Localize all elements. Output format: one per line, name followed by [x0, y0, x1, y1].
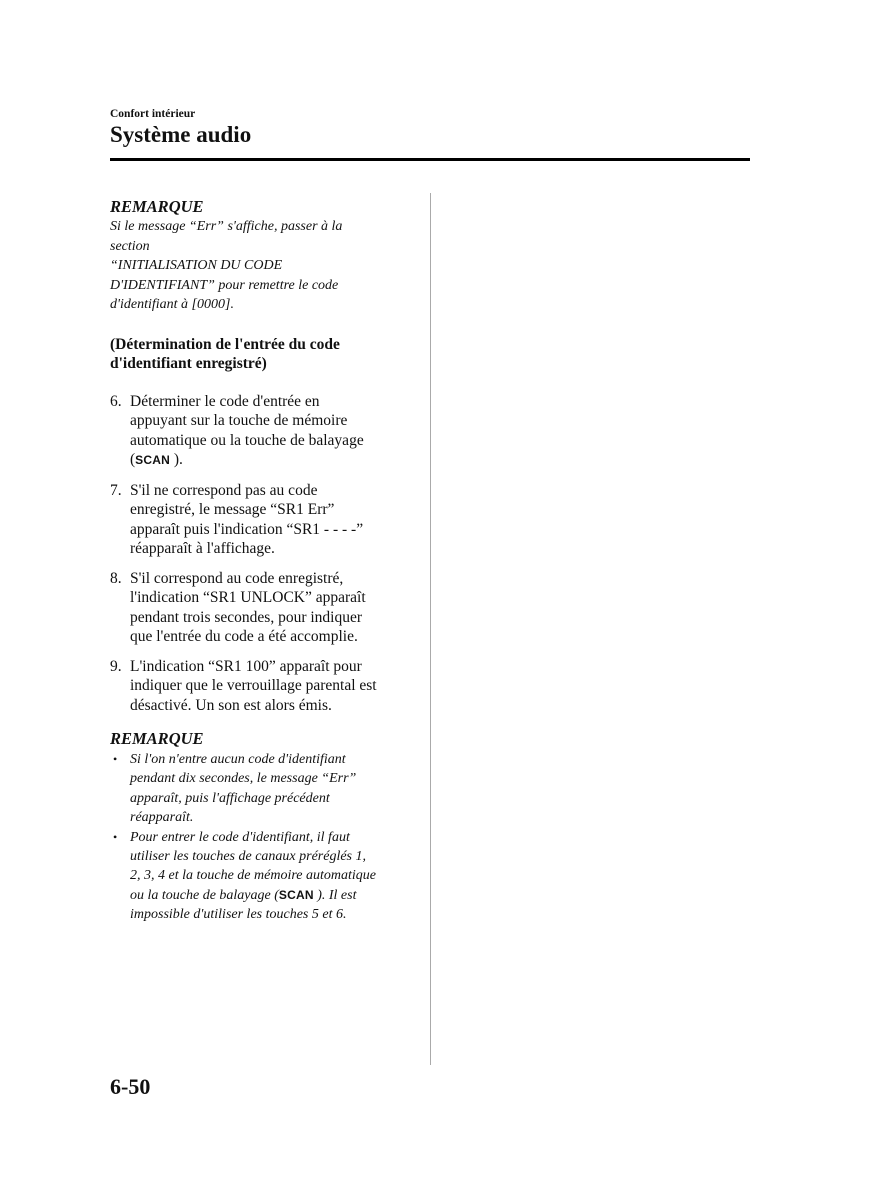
step-line: ). — [169, 451, 183, 468]
step-line: pendant trois secondes, pour indiquer — [130, 608, 363, 626]
bullet-line: 2, 3, 4 et la touche de mémoire automatique — [130, 868, 376, 884]
step-line: appuyant sur la touche de mémoire — [130, 412, 348, 429]
step-number: 6. — [110, 392, 122, 410]
step-line: Déterminer le code d'entrée en — [130, 392, 320, 410]
remark-line: “INITIALISATION DU CODE — [110, 258, 283, 273]
header-rule — [110, 158, 750, 161]
remark-bullet — [110, 828, 412, 925]
bullet-line: impossible d'utiliser les touches 5 et 6. — [130, 907, 347, 923]
step-line: enregistré, le message “SR1 Err” — [130, 501, 335, 518]
step-line: l'indication “SR1 UNLOCK” apparaît — [130, 589, 366, 606]
bullet-line: ). Il est — [313, 887, 357, 903]
bullet-icon: • — [113, 829, 118, 844]
remark-line: d'identifiant à [0000]. — [110, 297, 234, 312]
bullet-line: apparaît, puis l'affichage précédent — [130, 790, 330, 806]
bullet-line: ou la touche de balayage ( — [130, 887, 279, 903]
step-item — [110, 657, 412, 716]
step-line: réapparaît à l'affichage. — [130, 540, 275, 557]
subheading-line: (Détermination de l'entrée du code — [110, 335, 340, 353]
bullet-line: Si l'on n'entre aucun code d'identifiant — [130, 752, 346, 767]
step-line: L'indication “SR1 100” apparaît pour — [130, 657, 362, 675]
step-line: indiquer que le verrouillage parental est — [130, 677, 377, 694]
step-line: S'il ne correspond pas au code — [130, 481, 318, 499]
step-item — [110, 569, 412, 647]
bullet-line: utiliser les touches de canaux préréglés 1, — [130, 849, 367, 865]
remark-bullet — [110, 750, 412, 828]
step-list — [110, 392, 412, 716]
column-divider — [430, 193, 431, 1065]
step-item — [110, 481, 412, 559]
section-label: Confort intérieur — [110, 108, 196, 120]
step-line: apparaît puis l'indication “SR1 - - - -” — [130, 520, 364, 538]
step-line: S'il correspond au code enregistré, — [130, 569, 344, 587]
remark-line: Si le message “Err” s'affiche, passer à la — [110, 219, 343, 234]
step-number: 9. — [110, 657, 122, 675]
page-number: 6-50 — [110, 1074, 151, 1099]
step-number: 8. — [110, 569, 122, 587]
step-item — [110, 392, 412, 471]
scan-button-icon: SCAN — [135, 453, 170, 467]
remark-heading: REMARQUE — [110, 197, 204, 216]
remark-bullet-list — [110, 750, 412, 925]
step-line: ( — [130, 451, 136, 468]
subheading-line: d'identifiant enregistré) — [110, 355, 267, 372]
step-number: 7. — [110, 481, 122, 499]
bullet-line: pendant dix secondes, le message “Err” — [130, 771, 357, 787]
remark-block — [110, 196, 412, 315]
remark-block-2 — [110, 728, 412, 925]
remark-text — [110, 217, 412, 315]
step-line: désactivé. Un son est alors émis. — [130, 696, 332, 714]
procedure-subheading — [110, 335, 412, 374]
remark-line: D'IDENTIFIANT” pour remettre le code — [110, 277, 339, 293]
bullet-line: réapparaît. — [130, 810, 194, 826]
step-line: automatique ou la touche de balayage — [130, 431, 364, 449]
bullet-icon: • — [113, 752, 118, 766]
page-title: Système audio — [110, 122, 252, 147]
remark-line: section — [110, 238, 150, 254]
step-line: que l'entrée du code a été accomplie. — [130, 628, 358, 645]
remark-heading: REMARQUE — [110, 729, 204, 748]
bullet-line: Pour entrer le code d'identifiant, il faut — [130, 829, 350, 845]
left-column — [110, 196, 412, 925]
scan-button-icon: SCAN — [278, 887, 314, 902]
